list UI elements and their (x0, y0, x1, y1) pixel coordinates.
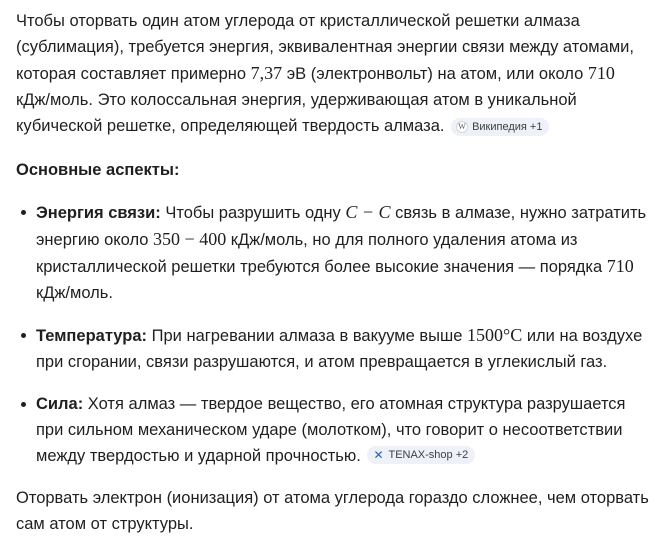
item-label: Энергия связи: (36, 204, 161, 222)
wikipedia-icon: W (456, 121, 468, 133)
intro-text: Чтобы оторвать один атом углерода от кристаллической решетки алмаза (сублимация), требуется энергия, эквивалентная энергии связи между атомами, которая составляет примерно (16, 12, 634, 83)
item-text: кДж/моль, но для полного удаления атома из кристаллической решетки требуются более высокие значения — порядка (36, 231, 607, 276)
math-energy-710: 710 (606, 256, 634, 276)
source-chip-wikipedia[interactable] (451, 118, 549, 136)
item-text: или на воздухе при сгорании, связи разрушаются, и атом превращается в углекислый газ. (36, 327, 643, 371)
intro-paragraph (16, 8, 651, 139)
item-text: Чтобы разрушить одну (160, 204, 346, 222)
item-label: Температура: (36, 327, 148, 345)
item-text: связь в алмазе, нужно затратить энергию около (36, 204, 647, 249)
math-temperature: 1500°C (467, 325, 523, 345)
item-text: кДж/моль. (36, 284, 113, 302)
math-energy-range: 350 − 400 (153, 229, 227, 249)
list-item-temperature (36, 322, 651, 375)
section-heading: Основные аспекты: (16, 161, 180, 179)
item-text: Хотя алмаз — твердое вещество, его атомная структура разрушается при сильном механическом ударе (молотком), что говорит о несоответствии между твердостью и ударной прочностью. (36, 395, 626, 465)
item-text: При нагревании алмаза в вакууме выше (147, 327, 468, 345)
item-label: Сила: (36, 395, 84, 413)
outro-paragraph: Оторвать электрон (ионизация) от атома углерода гораздо сложнее, чем оторвать сам атом от структуры. (16, 489, 649, 533)
tenax-x-icon: ✕ (373, 448, 384, 462)
intro-text: эВ (электронвольт) на атом, или около (282, 65, 588, 83)
list-item-bond-energy (36, 199, 651, 306)
intro-text: кДж/моль. Это колоссальная энергия, удерживающая атом в уникальной кубической решетке, определяющей твердость алмаза. (16, 91, 577, 135)
math-cc-bond: C − C (345, 202, 391, 222)
list-item-strength (36, 391, 651, 469)
source-chip-label: Википедия +1 (472, 121, 543, 133)
math-energy-kj: 710 (587, 63, 615, 83)
math-energy-ev: 7,37 (250, 63, 283, 83)
source-chip-label: TENAX-shop +2 (388, 449, 469, 461)
aspects-list (16, 199, 651, 469)
source-chip-tenax[interactable] (367, 446, 475, 464)
